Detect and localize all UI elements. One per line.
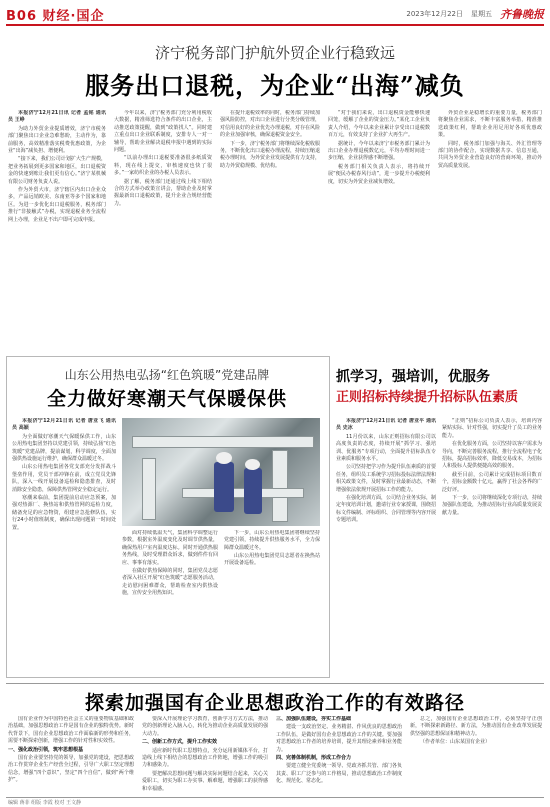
article1-paragraph: 同时，税务部门加强与海关、外汇管理等部门的协作配合，实现数据共享、信息互通，共同为外贸企业营造良好的营商环境，推动外贸高质量发展。 xyxy=(438,140,542,169)
footer-rule xyxy=(6,797,544,798)
article1-col-2 xyxy=(114,110,212,350)
article1-paragraph: 外贸企业是稳增长的重要力量，税务部门将聚焦企业需求，不断丰富服务举措，精准推送政策红利，帮助企业用足用好各项优惠政策。 xyxy=(438,110,542,139)
article1-byline: 本报济宁12月21日讯 记者 孟铭 通讯员 王峥 xyxy=(8,110,106,124)
article1-kicker: 济宁税务部门护航外贸企业行稳致远 xyxy=(154,44,395,62)
article4-col-1 xyxy=(8,716,134,794)
article2-headline: 全力做好寒潮天气保暖保供 xyxy=(46,388,287,410)
article2-col-right xyxy=(224,530,320,668)
article2-paragraph: 寒潮来临前，集团提前启动应急预案，加强对热源厂、换热站和供热管网的巡检力度，储备充足的应急物资，组建应急抢修队伍，实行24小时值班制度，确保出现问题第一时间处置。 xyxy=(12,495,116,531)
article2-col-mid xyxy=(122,530,218,668)
article2-kicker: 山东公用热电弘扬“红色筑暖”党建品牌 xyxy=(64,368,270,382)
newspaper-brand: 齐鲁晚报 xyxy=(500,8,544,21)
article3-paragraph: 公司坚持把学习作为提升队伍素质的首要任务，组织员工系统学习招标投标法律法规和相关政策文件，及时掌握行业最新动态，不断增强依法依规开展招标工作的能力。 xyxy=(336,464,436,493)
article4-subheading: 一、强化政治引领，筑牢思想根基 xyxy=(8,746,84,753)
article3-paragraph: 11月份以来，山东正则招标有限公司以高度负责的态度，持续开展“抓学习、强培训、优服务”专项行动，全面提升招标队伍专业素质和服务水平。 xyxy=(336,433,436,463)
article1-paragraph: 今年以来，济宁税务部门充分利用税收大数据，精准筛选符合条件的出口企业，主动推送政策提醒，做到“政策找人”。同时建立重点出口企业联系制度，安排专人一对一辅导，帮助企业解决退税申报中遇到的实际问题。 xyxy=(114,110,212,154)
article4-col-3 xyxy=(276,716,402,794)
photo-pipe xyxy=(272,450,288,522)
article1-paragraph: 据了解，税务部门还通过线上线下相结合的方式举办政策宣讲会，帮助企业及时掌握最新出口退税政策，提升企业合规经营能力。 xyxy=(114,178,212,207)
article3-byline: 本报济宁12月21日讯 记者 唐亚平 通讯员 史冰 xyxy=(336,418,436,432)
header-meta xyxy=(406,6,544,22)
photo-worker-helmet xyxy=(245,459,260,470)
article1-col-1 xyxy=(8,110,106,350)
article1-col-5 xyxy=(438,110,542,350)
issue-date: 2023年12月22日 xyxy=(406,10,463,18)
photo-worker xyxy=(244,468,262,514)
article1-paragraph: 税务部门相关负责人表示，将持续开展“便民办税春风行动”，进一步提升办税便利度，切实为外贸企业减负增效。 xyxy=(328,163,430,185)
article1-paragraph: 下一步，济宁税务部门将继续深化税收服务，不断优化出口退税办理流程，持续压缩退税办理时间，为外贸企业发展提供有力支持，助力外贸稳规模、优结构。 xyxy=(220,140,320,169)
article4-subheading: 四、完善体制机制，形成工作合力 xyxy=(276,755,352,762)
article1-paragraph: “接下来，我们公司计划扩大生产规模，把业务拓展到更多国家和地区，出口退税资金的快速到账让我们更有信心。”济宁某机械有限公司财务负责人说。 xyxy=(8,156,106,185)
article2-paragraph: 下一步，山东公用热电集团将继续坚持党建引领，持续提升供热服务水平，全力保障群众温暖过冬。 xyxy=(224,530,320,551)
article2-photo xyxy=(122,418,320,526)
article4-paragraph: 总之，加强国有企业思想政治工作，必须坚持守正创新，不断探索新路径、新方法，为推动国有企业改革发展提供坚强的思想保证和精神动力。 xyxy=(410,716,542,737)
page-label: B06 财经·国企 xyxy=(6,9,105,24)
article4-col-4 xyxy=(410,716,542,794)
article4-paragraph: 国有企业作为中国特色社会主义的重要物质基础和政治基础，加强思想政治工作是国有企业的独特优势。新时代背景下，国有企业思想政治工作面临新的形势和任务，需要不断探索创新，增强工作的针对性和实效性。 xyxy=(8,716,134,745)
article2-byline: 本报济宁12月21日讯 记者 唐亚飞 通讯员 高颖 xyxy=(12,418,116,432)
article2-col-left xyxy=(12,418,116,668)
article4-paragraph: 要建立健全党委统一领导、党政齐抓共管、部门各负其责、职工广泛参与的工作格局，推动思想政治工作制度化、规范化、常态化。 xyxy=(276,763,402,785)
article4-col-2 xyxy=(142,716,268,794)
article1-headline: 服务出口退税，为企业“出海”减负 xyxy=(85,71,465,100)
article4-paragraph: 建设一支政治坚定、业务精湛、作风优良的思想政治工作队伍，是做好国有企业思想政治工作的关键。要加强对思想政治工作者的培养培训，提升其理论素养和业务能力。 xyxy=(276,724,402,753)
article3-col-2 xyxy=(442,418,542,670)
article1-paragraph: “对于我们来说，出口退税资金能够快速回笼，缓解了企业的资金压力。”某化工企业负责人介绍，今年以来企业累计享受出口退税数百万元，有效支持了企业扩大再生产。 xyxy=(328,110,430,139)
issue-weekday: 星期五 xyxy=(471,10,492,18)
article4-subheading: 二、创新工作方式，提升工作实效 xyxy=(142,739,218,746)
article4-paragraph: 国有企业要坚持党的领导，加强党的建设，把思想政治工作贯穿企业生产经营全过程，引导广大职工坚定理想信念，增强“四个意识”，坚定“四个自信”，做到“两个维护”。 xyxy=(8,755,134,784)
article1-paragraph: 在提升退税效率的同时，税务部门持续加强风险防控，对出口企业进行分类分级管理，对信用良好的企业优先办理退税，对存在风险的企业加强审核，确保退税资金安全。 xyxy=(220,110,320,139)
photo-pipe xyxy=(132,436,314,448)
article3-paragraph: “正则”招标公司负责人表示，培训内容紧贴实际、针对性强，切实提升了员工的业务能力。 xyxy=(442,418,542,439)
article4-top-rule xyxy=(6,683,544,684)
photo-worker-helmet xyxy=(216,452,232,464)
article1-paragraph: “以前办理出口退税要准备很多纸质资料，现在线上提交，审核速度也快了很多。”一家纺织企业的办税人员表示。 xyxy=(114,155,212,177)
article3-headline: 正则招标持续提升招标队伍素质 xyxy=(336,390,519,405)
article4-headline: 探索加强国有企业思想政治工作的有效路径 xyxy=(84,692,465,714)
article3-paragraph: 在优化服务方面，公司坚持以客户需求为导向，不断完善服务流程，推行全流程电子化招标，提高招标效率，降低交易成本，为招标人和投标人提供便捷高效的服务。 xyxy=(442,441,542,470)
photo-worker xyxy=(214,462,234,512)
article2-paragraph: 面对持续低温天气，集团科学调整运行参数，根据室外温度变化及时调节供热量，确保热用户室内温度达标。同时开通供热服务热线，及时受理群众诉求，做到件件有回应、事事有落实。 xyxy=(122,530,218,566)
article3-paragraph: 截至目前，公司累计完成招标项目数百个，招标金额数十亿元，赢得了社会各界的广泛好评。 xyxy=(442,471,542,493)
article1-col-3 xyxy=(220,110,320,350)
article4-paragraph: 适应新时代职工思想特点，充分运用新媒体平台，打造线上线下相结合的思想政治工作阵地，增强工作的吸引力和感染力。 xyxy=(142,747,268,769)
article2-paragraph: 为全面做好寒潮天气保暖保供工作，山东公用热电集团坚持以党建引领，持续弘扬“红色筑暖”党建品牌，提前谋划，科学调度，全面加强供热设施运行维护，确保群众温暖过冬。 xyxy=(12,433,116,463)
article4-paragraph: 要深入开展理论学习教育，创新学习方式方法，推动党的创新理论入脑入心，转化为推动企业高质量发展的强大动力。 xyxy=(142,716,268,737)
article3-kicker: 抓学习，强培训，优服务 xyxy=(336,369,490,385)
article2-paragraph: 在做好供热保障的同时，集团党员志愿者深入社区开展“红色筑暖”志愿服务活动，走访慰问困难群众，帮助检查室内供热设施，宣传安全用热知识。 xyxy=(122,568,218,597)
article4-paragraph: 要把解决思想问题与解决实际问题结合起来，关心关爱职工，切实为职工办实事、解难题，增强职工的获得感和幸福感。 xyxy=(142,770,268,792)
article2-photo-caption: 山东公用热电集团党员志愿者在换热站开展设备巡检。 xyxy=(224,553,320,567)
footer-credits: 编辑 蒋菲 组版 李霞 校对 王文静 xyxy=(8,800,81,806)
header-rule xyxy=(6,24,544,26)
article3-paragraph: 下一步，公司将继续深化专项行动，持续加强队伍建设，为推动招标行业高质量发展贡献力量。 xyxy=(442,495,542,516)
article4-subheading: 三、加强队伍建设，夯实工作基础 xyxy=(276,716,352,722)
article3-col-1 xyxy=(336,418,436,670)
article2-paragraph: 山东公用热电集团各党支部充分发挥战斗堡垒作用，党员干部冲锋在前，成立党员先锋队，深入一线开展设备巡检和隐患排查，及时消除安全隐患，保障供热管网安全稳定运行。 xyxy=(12,464,116,493)
article1-paragraph: 作为外贸大市，济宁辖区内出口企业众多，产品远销欧美、东南亚等多个国家和地区。为进一步优化出口退税服务，税务部门推行“非接触式”办税，实现退税业务全流程网上办理，企业足不出户即可完成申报。 xyxy=(8,187,106,223)
photo-pipe xyxy=(142,458,156,520)
article1-col-4 xyxy=(328,110,430,350)
article1-paragraph: 为助力外贸企业提质增效，济宁市税务部门聚焦出口企业急难愁盼，主动作为，靠前服务，高效精准落实税费优惠政策，为企业“出海”减负担、增便利。 xyxy=(8,125,106,155)
article1-paragraph: 据统计，今年以来济宁市税务部门累计为出口企业办理退税数亿元，平均办理时间进一步压缩，企业获得感不断增强。 xyxy=(328,140,430,162)
article4-paragraph: （作者单位：山东某国有企业） xyxy=(420,739,491,746)
article3-paragraph: 在强化培训方面，公司结合业务实际，制定年度培训计划，邀请行业专家授课，围绕招标文件编制、评标组织、合同管理等内容开展专题培训。 xyxy=(336,495,436,524)
photo-pipe xyxy=(182,488,304,498)
